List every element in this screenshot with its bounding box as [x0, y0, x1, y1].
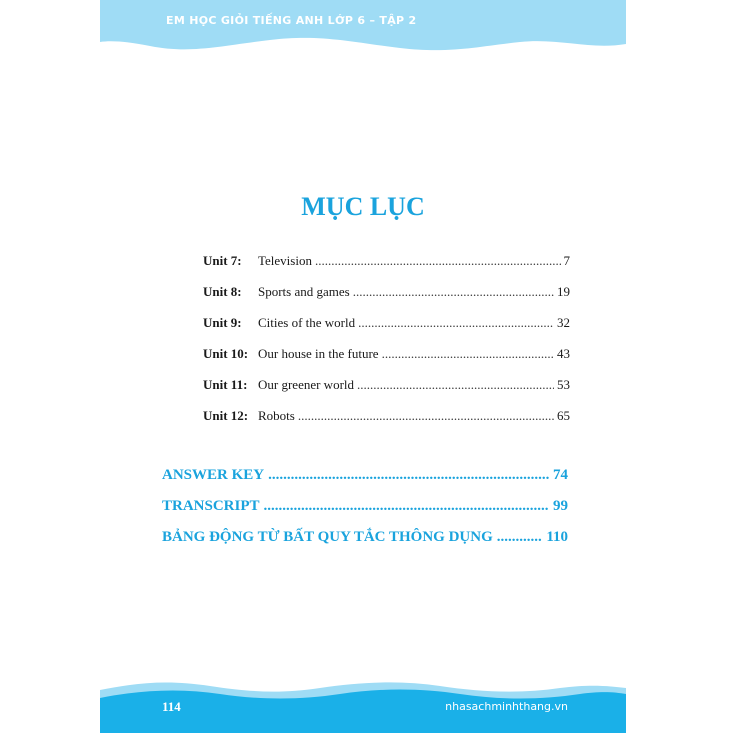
toc-leader-dots — [357, 377, 554, 393]
book-page — [100, 0, 626, 733]
toc-page-number: 53 — [557, 377, 570, 392]
toc-leader-dots — [358, 315, 554, 331]
page-number: 114 — [162, 699, 181, 714]
toc-unit-title: Our house in the future — [258, 346, 379, 361]
toc-unit-title: Television — [258, 253, 312, 268]
toc-leader-dots — [298, 408, 554, 424]
toc-page-number: 7 — [563, 253, 570, 268]
toc-unit-title: Our greener world — [258, 377, 355, 392]
toc-leader-dots — [382, 346, 554, 362]
appendix-title: BẢNG ĐỘNG TỪ BẤT QUY TẮC THÔNG DỤNG — [162, 529, 493, 545]
toc-unit-label: Unit 8: — [203, 284, 242, 299]
appendix-leader-dots — [268, 467, 549, 484]
running-header: EM HỌC GIỎI TIẾNG ANH LỚP 6 – TẬP 2 — [166, 14, 417, 27]
appendix-page-number: 74 — [553, 467, 568, 483]
toc-entry[interactable] — [203, 408, 570, 439]
toc-entry[interactable] — [203, 346, 570, 377]
toc-unit-title: Sports and games — [258, 284, 350, 299]
toc-entry[interactable] — [203, 253, 570, 284]
toc-leader-dots — [353, 284, 554, 300]
toc-unit-label: Unit 10: — [203, 346, 249, 361]
toc-page-number: 19 — [557, 284, 570, 299]
toc-entry[interactable] — [203, 315, 570, 346]
toc-unit-label: Unit 12: — [203, 408, 249, 423]
appendix-entry[interactable] — [162, 529, 568, 560]
appendix-page-number: 110 — [546, 529, 568, 545]
appendix-title: TRANSCRIPT — [162, 498, 260, 514]
toc-unit-label: Unit 9: — [203, 315, 242, 330]
toc-unit-label: Unit 7: — [203, 253, 242, 268]
appendix-entry[interactable] — [162, 498, 568, 529]
appendix-leader-dots — [497, 529, 543, 546]
toc-entry[interactable] — [203, 284, 570, 315]
appendix-page-number: 99 — [553, 498, 568, 514]
toc-entry[interactable] — [203, 377, 570, 408]
toc-leader-dots — [315, 253, 561, 269]
toc-unit-title: Robots — [258, 408, 295, 423]
toc-unit-label: Unit 11: — [203, 377, 248, 392]
appendix-leader-dots — [264, 498, 549, 515]
table-of-contents — [203, 253, 570, 439]
page-title: MỤC LỤC — [301, 192, 425, 221]
appendix-list — [162, 467, 568, 560]
toc-unit-title: Cities of the world — [258, 315, 356, 330]
toc-page-number: 32 — [557, 315, 570, 330]
header-wave-decoration — [100, 0, 626, 62]
toc-page-number: 43 — [557, 346, 570, 361]
toc-page-number: 65 — [557, 408, 570, 423]
appendix-title: ANSWER KEY — [162, 467, 265, 483]
publisher-website: nhasachminhthang.vn — [445, 700, 568, 713]
appendix-entry[interactable] — [162, 467, 568, 498]
